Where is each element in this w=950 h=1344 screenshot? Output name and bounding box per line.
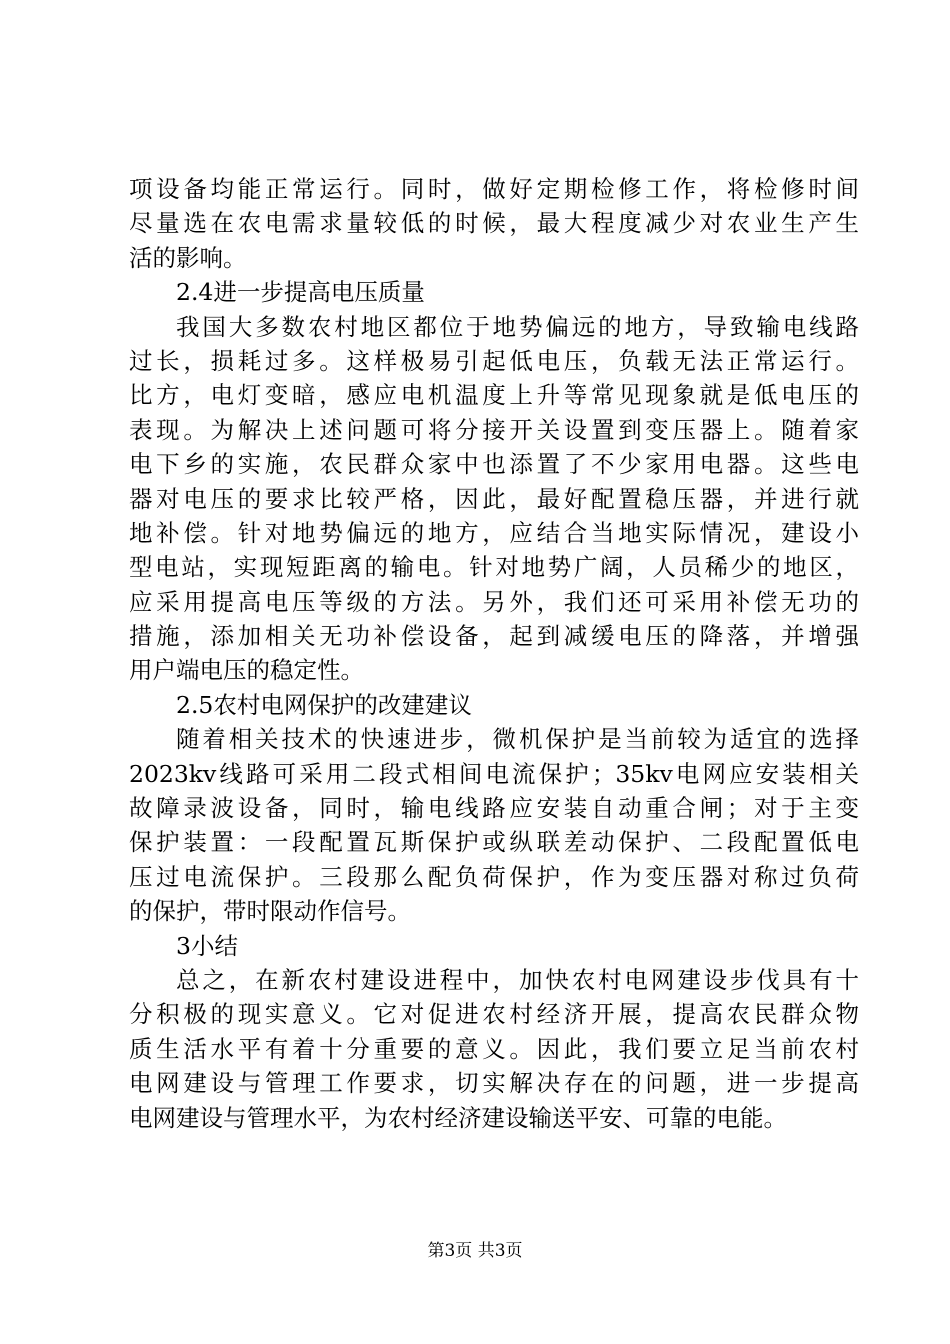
text-line: 的保护，带时限动作信号。 <box>129 897 411 926</box>
text-line: 措施，添加相关无功补偿设备，起到减缓电压的降落，并增强 <box>129 622 859 651</box>
text-line: 总之，在新农村建设进程中，加快农村电网建设步伐具有十 <box>176 965 859 994</box>
text-line: 项设备均能正常运行。同时，做好定期检修工作，将检修时间 <box>129 175 859 203</box>
text-line: 故障录波设备，同时，输电线路应安装自动重合闸；对于主变 <box>129 794 859 823</box>
section-heading: 2.5农村电网保护的改建建议 <box>176 690 472 719</box>
text-line: 过长，损耗过多。这样极易引起低电压，负载无法正常运行。 <box>129 346 859 375</box>
text-line: 2023kv线路可采用二段式相间电流保护；35kv电网应安装相关 <box>129 759 859 788</box>
text-line: 电网建设与管理水平，为农村经济建设输送平安、可靠的电能。 <box>129 1103 787 1132</box>
section-heading: 2.4进一步提高电压质量 <box>176 278 425 307</box>
document-body <box>129 172 859 1135</box>
text-line: 尽量选在农电需求量较低的时候，最大程度减少对农业生产生 <box>129 209 859 238</box>
text-line: 应采用提高电压等级的方法。另外，我们还可采用补偿无功的 <box>129 587 859 616</box>
text-line: 用户端电压的稳定性。 <box>129 656 364 685</box>
text-line: 型电站，实现短距离的输电。针对地势广阔，人员稀少的地区， <box>129 553 859 582</box>
text-line: 压过电流保护。三段那么配负荷保护，作为变压器对称过负荷 <box>129 862 859 891</box>
text-line: 活的影响。 <box>129 243 247 272</box>
text-line: 地补偿。针对地势偏远的地方，应结合当地实际情况，建设小 <box>129 518 859 547</box>
text-line: 比方，电灯变暗，感应电机温度上升等常见现象就是低电压的 <box>129 381 859 410</box>
text-line: 我国大多数农村地区都位于地势偏远的地方，导致输电线路 <box>176 312 859 341</box>
text-line: 保护装置：一段配置瓦斯保护或纵联差动保护、二段配置低电 <box>129 828 859 857</box>
text-line: 质生活水平有着十分重要的意义。因此，我们要立足当前农村 <box>129 1034 859 1063</box>
page-footer: 第3页 共3页 <box>427 1241 523 1261</box>
text-line: 随着相关技术的快速进步，微机保护是当前较为适宜的选择 <box>176 725 859 754</box>
text-line: 表现。为解决上述问题可将分接开关设置到变压器上。随着家 <box>129 415 859 444</box>
text-line: 器对电压的要求比较严格，因此，最好配置稳压器，并进行就 <box>129 484 859 513</box>
text-line: 电下乡的实施，农民群众家中也添置了不少家用电器。这些电 <box>129 450 859 479</box>
text-line: 分积极的现实意义。它对促进农村经济开展，提高农民群众物 <box>129 1000 859 1029</box>
text-line: 电网建设与管理工作要求，切实解决存在的问题，进一步提高 <box>129 1069 859 1098</box>
section-heading: 3小结 <box>176 931 238 960</box>
